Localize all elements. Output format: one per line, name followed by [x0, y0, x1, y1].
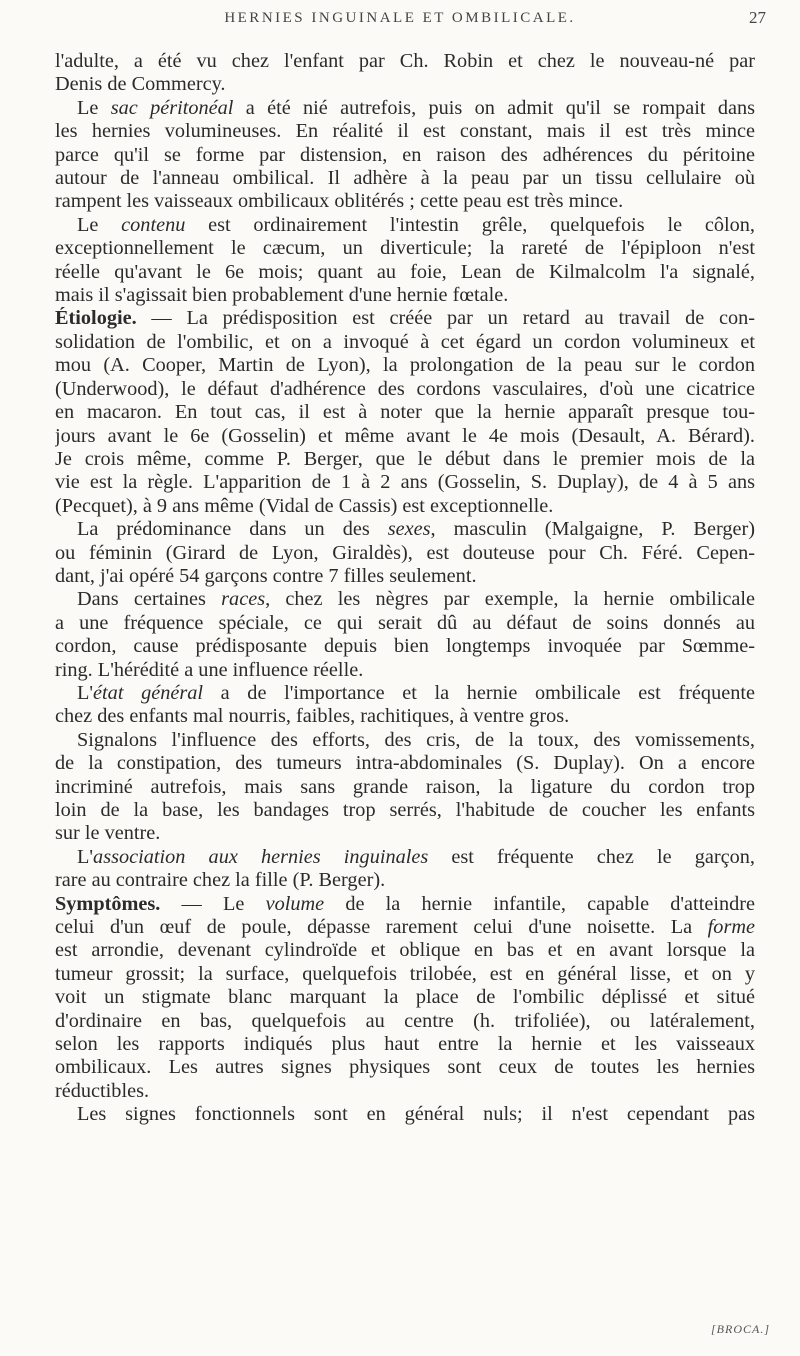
text-line: Signalons l'influence des efforts, des cris, de la toux, des vomissements,	[77, 728, 755, 751]
section-heading-etiologie: Étiologie.	[55, 307, 137, 330]
text-line: Le contenu est ordinairement l'intestin grêle, quelquefois le côlon,	[77, 213, 755, 236]
text-line: voit un stigmate blanc marquant la place de l'ombilic déplissé et situé	[55, 986, 755, 1009]
text-line: Denis de Commercy.	[55, 73, 226, 96]
text-line: tumeur grossit; la surface, quelquefois trilobée, est en général lisse, et on y	[55, 962, 755, 985]
text-line: ring. L'hérédité a une influence réelle.	[55, 658, 364, 681]
text-line: Le sac péritonéal a été nié autrefois, puis on admit qu'il se rompait dans	[77, 96, 755, 119]
text-line: autour de l'anneau ombilical. Il adhère à la peau par un tissu cellulaire où	[55, 167, 755, 190]
text-line: les hernies volumineuses. En réalité il est constant, mais il est très mince	[55, 120, 755, 143]
text-line: l'adulte, a été vu chez l'enfant par Ch. Robin et chez le nouveau-né par	[55, 50, 755, 72]
text-line: Étiologie. — La prédisposition est créée par un retard au travail de con-	[55, 307, 755, 330]
text-line: Les signes fonctionnels sont en général nuls; il n'est cependant pas	[77, 1103, 755, 1126]
page-number: 27	[749, 8, 766, 27]
term-association: association aux hernies inguinales	[93, 845, 429, 868]
term-races: races	[221, 588, 266, 611]
term-etat-general: état général	[93, 681, 204, 704]
text-line: L'association aux hernies inguinales est fréquente chez le garçon,	[77, 845, 755, 868]
text-line: La prédominance dans un des sexes, masculin (Malgaigne, P. Berger)	[77, 518, 755, 541]
page-header	[0, 8, 800, 36]
text-line: Je crois même, comme P. Berger, que le début dans le premier mois de la	[55, 447, 755, 470]
text-line: parce qu'il se forme par distension, en raison des adhérences du péritoine	[55, 143, 755, 166]
text-line: sur le ventre.	[55, 822, 161, 845]
term-contenu: contenu	[121, 213, 186, 236]
text-line: mais il s'agissait bien probablement d'une hernie fœtale.	[55, 284, 509, 307]
section-heading-symptomes: Symptômes.	[55, 892, 161, 915]
text-line: en macaron. En tout cas, il est à noter que la hernie apparaît presque tou-	[55, 401, 755, 424]
text-line: est arrondie, devenant cylindroïde et oblique en bas et en avant lorsque la	[55, 939, 755, 962]
text-line: jours avant le 6e (Gosselin) et même avant le 4e mois (Desault, A. Bérard).	[55, 424, 755, 447]
text-line: a une fréquence spéciale, ce qui serait dû au défaut de soins donnés au	[55, 611, 755, 634]
text-line: solidation de l'ombilic, et on a invoqué à cet égard un cordon volumineux et	[55, 330, 755, 353]
text-line: Symptômes. — Le volume de la hernie infantile, capable d'atteindre	[55, 892, 755, 915]
text-line: selon les rapports indiqués plus haut entre la hernie et les vaisseaux	[55, 1033, 755, 1056]
text-line: vie est la règle. L'apparition de 1 à 2 ans (Gosselin, S. Duplay), de 4 à 5 ans	[55, 471, 755, 494]
text-line: chez des enfants mal nourris, faibles, rachitiques, à ventre gros.	[55, 705, 570, 728]
text-line: réelle qu'avant le 6e mois; quant au foie, Lean de Kilmalcolm l'a signalé,	[55, 260, 755, 283]
running-title: HERNIES INGUINALE ET OMBILICALE.	[224, 10, 576, 26]
text-line: (Pecquet), à 9 ans même (Vidal de Cassis) est exceptionnelle.	[55, 494, 554, 517]
text-line: d'ordinaire en bas, quelquefois au centre (h. trifoliée), ou latéralement,	[55, 1009, 755, 1032]
footer-mark: [BROCA.]	[711, 1322, 770, 1336]
text-line: L'état général a de l'importance et la hernie ombilicale est fréquente	[77, 681, 755, 704]
term-sexes: sexes	[387, 518, 431, 541]
text-line: ombilicaux. Les autres signes physiques sont ceux de toutes les hernies	[55, 1056, 755, 1079]
text-line: loin de la base, les bandages trop serrés, l'habitude de coucher les enfants	[55, 799, 755, 821]
text-line: Dans certaines races, chez les nègres par exemple, la hernie ombilicale	[77, 588, 755, 611]
text-line: (Underwood), le défaut d'adhérence des cordons vasculaires, d'où une cicatrice	[55, 377, 755, 400]
text-line: celui d'un œuf de poule, dépasse rarement celui d'une noisette. La forme	[55, 916, 755, 939]
text-line: dant, j'ai opéré 54 garçons contre 7 filles seulement.	[55, 564, 477, 587]
text-line: réductibles.	[55, 1079, 150, 1102]
text-line: ou féminin (Girard de Lyon, Giraldès), est douteuse pour Ch. Féré. Cepen-	[55, 541, 755, 564]
term-volume: volume	[265, 892, 325, 915]
text-line: cordon, cause prédisposante depuis bien longtemps invoquée par Sœmme-	[55, 635, 755, 658]
term-sac-peritoneal: sac péritonéal	[110, 96, 234, 119]
text-line: rare au contraire chez la fille (P. Berger).	[55, 869, 386, 892]
text-line: exceptionnellement le cæcum, un diverticule; la rareté de l'épiploon n'est	[55, 237, 755, 260]
text-line: de la constipation, des tumeurs intra-abdominales (S. Duplay). On a encore	[55, 752, 755, 775]
text-line: incriminé autrefois, mais sans grande raison, la ligature du cordon trop	[55, 775, 755, 798]
page-body	[55, 50, 755, 1127]
text-line: mou (A. Cooper, Martin de Lyon), la prolongation de la peau sur le cordon	[55, 354, 755, 377]
term-forme: forme	[707, 916, 755, 939]
text-line: rampent les vaisseaux ombilicaux oblitérés ; cette peau est très mince.	[55, 190, 624, 213]
